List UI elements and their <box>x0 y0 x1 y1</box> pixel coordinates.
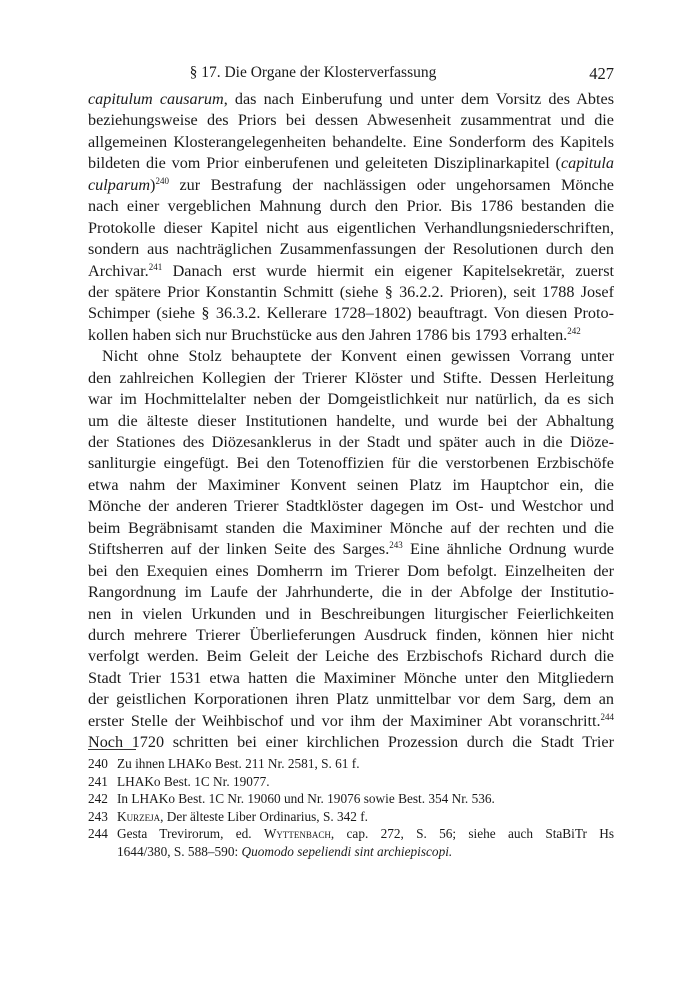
text-line: Nicht ohne Stolz behauptete der Konvent einen gewissen Vorrang unter <box>102 347 614 366</box>
text-line: der spätere Prior Konstantin Schmitt (siehe § 36.2.2. Prioren), seit 1788 Josef <box>88 282 614 301</box>
footnote-ref-240[interactable]: 240 <box>155 175 169 186</box>
footnote-number: 240 <box>88 756 108 771</box>
author-name: Kurzeja <box>117 808 161 824</box>
latin-term: culparum <box>88 175 151 194</box>
text-line: Protokolle dieser Kapitel nicht aus eigentlichen Verhandlungsniederschriften, <box>88 218 614 237</box>
text-line: durch mehrere Trierer Überlieferungen Ausdruck finden, können hier nicht <box>88 625 614 644</box>
text-line <box>88 175 614 196</box>
footnote-ref-243[interactable]: 243 <box>389 540 403 551</box>
latin-term: capitula <box>560 154 614 173</box>
text-line: nach einer vergeblichen Mahnung durch den Prior. Bis 1786 bestanden die <box>88 197 614 216</box>
line-text: zur Bestrafung der nachlässigen oder ungehorsamen Mönche <box>168 175 614 194</box>
citation-text: , Der älteste Liber Ordinarius, S. 342 f. <box>160 808 369 824</box>
line-text: bildeten die vom Prior einberufenen und geleiteten Disziplinarkapitel ( <box>88 154 561 173</box>
text-line: sanliturgie eingefügt. Bei den Totenoffizien für die verstorbenen Erzbischöfe <box>88 454 614 473</box>
running-head <box>88 64 614 84</box>
line-text: Eine ähnliche Ordnung wurde <box>402 540 614 559</box>
text-line: beim Begräbnisamt standen die Maximiner Mönche auf der rechten und die <box>88 518 614 537</box>
citation-text: 1644/380, S. 588–590: <box>117 843 242 859</box>
text-line: der geistlichen Korporationen ihren Platz unmittelbar vor dem Sarg, dem an <box>88 690 614 709</box>
line-text: Danach erst wurde hiermit ein eigener Kapitelsekretär, zuerst <box>162 261 614 280</box>
book-page <box>88 0 614 988</box>
line-text: , das nach Einberufung und unter dem Vorsitz des Abtes <box>223 90 615 108</box>
text-line: beziehungsweise des Priors bei dessen Abwesenheit zusammentrat und die <box>88 111 614 130</box>
footnote-240 <box>88 755 614 773</box>
latin-term: capitulum causarum <box>88 90 224 108</box>
body-text <box>88 89 614 754</box>
footnote-line <box>117 843 614 861</box>
footnote-line <box>117 825 614 843</box>
text-line: verfolgt werden. Beim Geleit der Leiche des Erzbischofs Richard durch die <box>88 647 614 666</box>
text-line <box>88 89 614 110</box>
line-text: ) <box>150 175 156 194</box>
footnote-ref-241[interactable]: 241 <box>148 261 163 272</box>
text-line: war im Hochmittelalter neben der Domgeistlichkeit nur natürlich, da es sich <box>88 390 614 409</box>
text-line: Mönche der anderen Trierer Stadtklöster dagegen im Ost- und Westchor und <box>88 497 614 516</box>
text-line: der Stationes des Diözesanklerus in der Stadt und später auch in die Diöze- <box>88 433 614 451</box>
footnote-242 <box>88 790 614 808</box>
text-line <box>88 261 614 282</box>
footnote-number: 241 <box>88 773 108 789</box>
text-line: Schimper (siehe § 36.3.2. Kellerare 1728–1802) beauftragt. Von diesen Proto- <box>88 304 614 323</box>
footnote-number: 244 <box>88 826 108 841</box>
line-text: kollen haben sich nur Bruchstücke aus den Jahren 1786 bis 1793 erhalten. <box>88 325 568 344</box>
footnote-text <box>117 825 614 860</box>
footnote-244 <box>88 825 614 860</box>
footnote-text <box>117 808 614 826</box>
author-name: Wyttenbach <box>263 826 331 841</box>
text-line: Stadt Trier 1531 etwa hatten die Maximiner Mönche unter den Mitgliedern <box>88 668 614 687</box>
latin-title: Quomodo sepeliendi sint archiepiscopi. <box>241 843 453 859</box>
text-line: bei den Exequien eines Domherrn im Trierer Dom befolgt. Einzelheiten der <box>88 561 614 580</box>
footnote-text: LHAKo Best. 1C Nr. 19077. <box>117 773 270 789</box>
running-title: § 17. Die Organe der Klosterverfassung <box>189 64 437 81</box>
text-line: Rangordnung im Laufe der Jahrhunderte, die in der Abfolge der Institutio- <box>88 583 614 602</box>
text-line <box>88 153 614 174</box>
footnote-241 <box>88 773 614 791</box>
line-text: Stiftsherren auf der linken Seite des Sarges. <box>88 540 390 559</box>
text-line: Noch 1720 schritten bei einer kirchlichen Prozession durch die Stadt Trier <box>88 733 614 752</box>
line-text: Archivar. <box>88 261 149 280</box>
footnote-text: In LHAKo Best. 1C Nr. 19060 und Nr. 19076 sowie Best. 354 Nr. 536. <box>117 791 495 806</box>
footnote-number: 242 <box>88 791 108 806</box>
footnotes <box>88 755 614 860</box>
footnote-ref-244[interactable]: 244 <box>600 711 614 722</box>
text-line: den zahlreichen Kollegien der Trierer Klöster und Stifte. Dessen Herleitung <box>88 368 614 387</box>
text-line: um die älteste dieser Institutionen handelte, und wurde bei der Abhaltung <box>88 411 614 430</box>
text-line <box>88 711 614 732</box>
footnote-243 <box>88 808 614 826</box>
text-line: allgemeinen Klosterangelegenheiten behandelte. Eine Sonderform des Kapitels <box>88 132 614 151</box>
page-number: 427 <box>589 64 614 83</box>
citation-text: Gesta Trevirorum, ed. <box>117 826 264 841</box>
text-line <box>88 325 614 346</box>
text-line: etwa nahm der Maximiner Konvent seinen Platz im Hauptchor ein, die <box>88 475 614 494</box>
footnote-ref-242[interactable]: 242 <box>567 325 581 336</box>
line-text: erster Stelle der Weihbischof und vor ihm der Maximiner Abt voranschritt. <box>88 711 601 730</box>
text-line: sondern aus nachträglichen Zusammenfassungen der Resolutionen durch den <box>88 240 614 259</box>
footnote-separator <box>88 749 136 750</box>
text-line <box>88 539 614 560</box>
footnote-number: 243 <box>88 808 108 824</box>
text-line: nen in vielen Urkunden und in Beschreibungen liturgischer Feierlichkeiten <box>88 604 614 623</box>
footnote-text: Zu ihnen LHAKo Best. 211 Nr. 2581, S. 61 f. <box>117 756 360 771</box>
citation-text: , cap. 272, S. 56; siehe auch StaBiTr Hs <box>330 826 614 841</box>
